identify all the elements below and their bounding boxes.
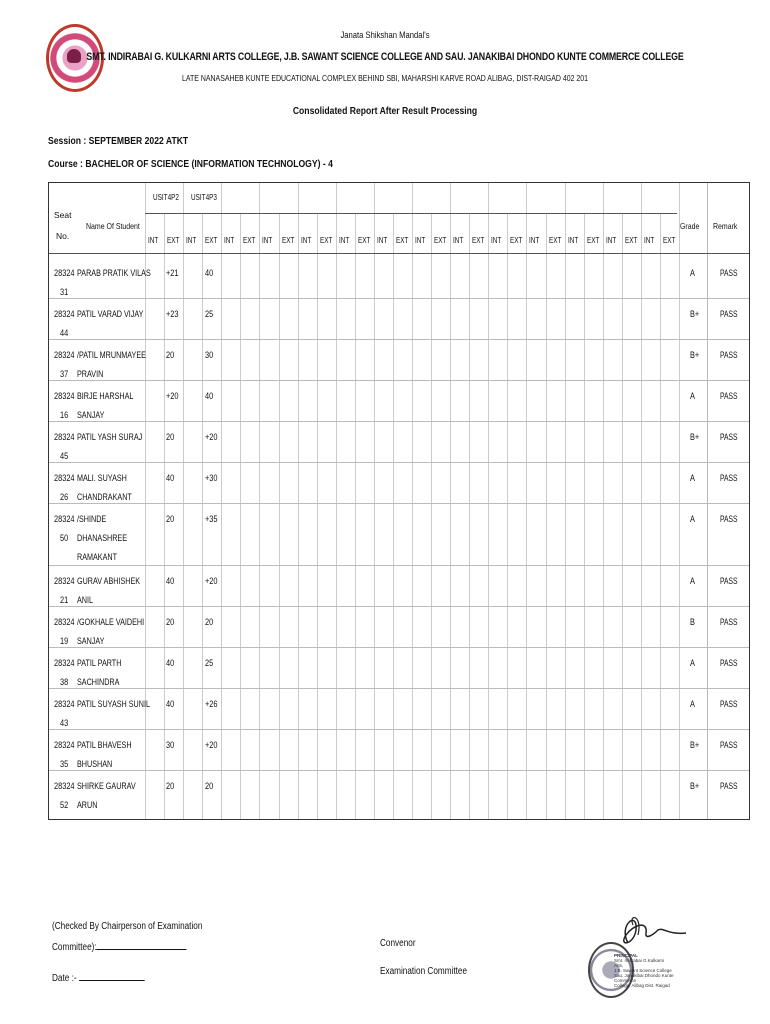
seat-number: 28324: [54, 268, 75, 278]
grade-value: A: [690, 658, 695, 668]
int-ext-header: EXT: [586, 236, 600, 245]
date-row: [52, 971, 144, 984]
col-divider: [183, 183, 184, 819]
student-name: PATIL PARTH: [77, 658, 122, 668]
int-ext-header: INT: [605, 236, 617, 245]
usit4p3-ext-mark: +20: [205, 576, 218, 586]
seat-number: 28324: [54, 432, 75, 442]
student-name: PATIL VARAD VIJAY: [77, 309, 144, 319]
student-name-line2: CHANDRAKANT: [77, 492, 132, 502]
row-divider: [49, 462, 749, 463]
remark-value: PASS: [720, 617, 738, 627]
checked-by-committee: Committee):: [52, 942, 97, 953]
principal-stamp-text: [614, 953, 674, 988]
usit4p3-ext-mark: +20: [205, 432, 218, 442]
seat-number-suffix: 37: [60, 369, 69, 379]
seat-number-suffix: 26: [60, 492, 69, 502]
seat-number-suffix: 19: [60, 636, 69, 646]
principal-line: Smt. Indirabai G.Kulkarni Arts,: [614, 958, 665, 968]
usit4p3-ext-mark: +20: [205, 740, 218, 750]
grade-value: A: [690, 391, 695, 401]
int-ext-header: INT: [643, 236, 655, 245]
row-divider: [49, 606, 749, 607]
student-name: /PATIL MRUNMAYEE: [77, 350, 146, 360]
row-divider: [49, 339, 749, 340]
college-name: SMT. INDIRABAI G. KULKARNI ARTS COLLEGE, J.B. SAWANT SCIENCE COLLEGE AND SAU. JANAKIBAI DHONDO KUNTE COMMERCE COLLEGE: [86, 51, 684, 63]
seat-number-suffix: 38: [60, 677, 69, 687]
student-name-line2: ANIL: [77, 595, 94, 605]
remark-value: PASS: [720, 432, 738, 442]
col-divider: [488, 183, 489, 819]
col-divider: [336, 183, 337, 819]
student-name: GURAV ABHISHEK: [77, 576, 141, 586]
col-divider: [641, 183, 642, 819]
grade-value: B+: [690, 350, 700, 360]
remark-value: PASS: [720, 268, 738, 278]
usit4p3-ext-mark: +35: [205, 514, 218, 524]
row-divider: [49, 565, 749, 566]
usit4p2-ext-mark: 40: [166, 576, 175, 586]
grade-value: B+: [690, 309, 700, 319]
int-ext-header: EXT: [281, 236, 294, 245]
course-label: Course : BACHELOR OF SCIENCE (INFORMATION TECHNOLOGY) - 4: [48, 158, 333, 170]
col-divider: [526, 183, 527, 819]
grade-value: A: [690, 699, 695, 709]
checked-by-label-line1: (Checked By Chairperson of Examination: [52, 921, 203, 932]
int-ext-header: INT: [491, 236, 502, 245]
int-ext-header: INT: [529, 236, 540, 245]
col-divider: [707, 183, 708, 819]
int-ext-header: EXT: [434, 236, 447, 245]
seat-number: 28324: [54, 350, 75, 360]
seat-number-suffix: 21: [60, 595, 69, 605]
usit4p2-ext-mark: +20: [166, 391, 179, 401]
checked-by-label-line2: [52, 940, 187, 953]
student-name: /SHINDE: [77, 514, 107, 524]
col-divider: [145, 183, 146, 819]
int-ext-header: EXT: [624, 236, 638, 245]
student-name: PATIL SUYASH SUNIL: [77, 699, 150, 709]
int-ext-header: EXT: [205, 236, 218, 245]
col-divider: [259, 183, 260, 819]
col-divider: [221, 183, 222, 819]
col-divider: [412, 183, 413, 819]
int-ext-header: INT: [300, 236, 311, 245]
seat-number: 28324: [54, 658, 75, 668]
remark-value: PASS: [720, 699, 738, 709]
usit4p2-ext-mark: 40: [166, 699, 175, 709]
date-label: Date :-: [52, 973, 77, 984]
principal-line: J.B. Sawant Science College: [614, 968, 672, 973]
college-address: LATE NANASAHEB KUNTE EDUCATIONAL COMPLEX BEHIND SBI, MAHARSHI KARVE ROAD ALIBAG, DIST-RAIGAD 402 201: [181, 73, 589, 83]
usit4p3-ext-mark: 40: [205, 268, 214, 278]
seat-header: Seat: [54, 210, 72, 220]
seat-number: 28324: [54, 473, 75, 483]
seat-number-suffix: 31: [60, 287, 69, 297]
usit4p3-ext-mark: 40: [205, 391, 214, 401]
grade-value: B+: [690, 781, 700, 791]
row-divider: [49, 421, 749, 422]
usit4p3-ext-mark: 20: [205, 617, 214, 627]
student-name: BIRJE HARSHAL: [77, 391, 134, 401]
remark-header: Remark: [713, 221, 738, 231]
row-divider: [49, 647, 749, 648]
grade-value: A: [690, 473, 695, 483]
col-divider: [450, 183, 451, 819]
int-ext-header: INT: [186, 236, 197, 245]
student-name-line2: DHANASHREE: [77, 533, 128, 543]
usit4p3-ext-mark: 20: [205, 781, 214, 791]
usit4p2-ext-mark: 40: [166, 658, 175, 668]
student-name: PATIL YASH SURAJ: [77, 432, 143, 442]
student-name: PARAB PRATIK VILAS: [77, 268, 151, 278]
col-divider: [565, 183, 566, 819]
seat-number-suffix: 16: [60, 410, 69, 420]
seat-number: 28324: [54, 617, 75, 627]
result-table: [48, 182, 750, 820]
row-divider: [49, 729, 749, 730]
int-ext-header: INT: [376, 236, 388, 245]
remark-value: PASS: [720, 781, 738, 791]
signature-line: [97, 940, 187, 950]
int-ext-header: EXT: [395, 236, 409, 245]
student-name-line2: SANJAY: [77, 636, 105, 646]
grade-value: B: [690, 617, 695, 627]
name-header: Name Of Student: [86, 221, 140, 231]
remark-value: PASS: [720, 391, 738, 401]
int-ext-header: EXT: [167, 236, 180, 245]
seat-number-suffix: 50: [60, 533, 69, 543]
usit4p2-ext-mark: +23: [166, 309, 179, 319]
remark-value: PASS: [720, 309, 738, 319]
seat-number: 28324: [54, 391, 75, 401]
col-divider: [603, 183, 604, 819]
subject-header: USIT4P3: [191, 193, 218, 202]
usit4p3-ext-mark: +26: [205, 699, 218, 709]
seat-number: 28324: [54, 514, 75, 524]
remark-value: PASS: [720, 514, 738, 524]
seat-number: 28324: [54, 781, 75, 791]
report-title: Consolidated Report After Result Processing: [292, 105, 478, 117]
usit4p2-ext-mark: 20: [166, 350, 175, 360]
seat-number: 28324: [54, 740, 75, 750]
int-ext-header: EXT: [662, 236, 676, 245]
student-name-line2: PRAVIN: [77, 369, 104, 379]
int-ext-header: EXT: [510, 236, 523, 245]
int-ext-header: INT: [453, 236, 464, 245]
seat-number-suffix: 44: [60, 328, 69, 338]
student-name: MALI. SUYASH: [77, 473, 127, 483]
usit4p2-ext-mark: 20: [166, 514, 175, 524]
student-name: SHIRKE GAURAV: [77, 781, 136, 791]
student-name: PATIL BHAVESH: [77, 740, 132, 750]
seat-number-suffix: 45: [60, 451, 69, 461]
usit4p3-ext-mark: 25: [205, 658, 214, 668]
remark-value: PASS: [720, 576, 738, 586]
student-name: /GOKHALE VAIDEHI: [77, 617, 145, 627]
int-ext-header: EXT: [357, 236, 371, 245]
row-divider: [49, 503, 749, 504]
col-divider: [374, 183, 375, 819]
remark-value: PASS: [720, 740, 738, 750]
seat-number: 28324: [54, 699, 75, 709]
seat-header: No.: [56, 231, 70, 241]
usit4p3-ext-mark: 30: [205, 350, 214, 360]
int-ext-header: EXT: [472, 236, 485, 245]
principal-line: Sau. Janakibai Dhondo Kunte Commerce: [614, 973, 674, 983]
row-divider: [49, 380, 749, 381]
usit4p2-ext-mark: +21: [166, 268, 179, 278]
student-name-line2: BHUSHAN: [77, 759, 113, 769]
usit4p2-ext-mark: 20: [166, 432, 175, 442]
student-name-line2: SANJAY: [77, 410, 105, 420]
int-ext-header: INT: [415, 236, 426, 245]
student-name-line3: RAMAKANT: [77, 552, 118, 562]
usit4p2-ext-mark: 40: [166, 473, 175, 483]
convenor-label: Convenor: [380, 938, 416, 949]
grade-value: B+: [690, 432, 700, 442]
principal-line: PRINCIPAL: [614, 953, 638, 958]
student-name-line2: ARUN: [77, 800, 98, 810]
grade-value: A: [690, 514, 695, 524]
session-label: Session : SEPTEMBER 2022 ATKT: [48, 135, 189, 147]
grade-value: A: [690, 268, 695, 278]
remark-value: PASS: [720, 473, 738, 483]
seat-number: 28324: [54, 576, 75, 586]
seat-number-suffix: 52: [60, 800, 69, 810]
col-divider: [679, 183, 680, 819]
grade-value: B+: [690, 740, 700, 750]
int-ext-header: INT: [148, 236, 159, 245]
int-ext-header: INT: [262, 236, 273, 245]
remark-value: PASS: [720, 658, 738, 668]
int-ext-header: EXT: [319, 236, 333, 245]
row-divider: [49, 298, 749, 299]
usit4p2-ext-mark: 30: [166, 740, 175, 750]
student-name-line2: SACHINDRA: [77, 677, 120, 687]
col-divider: [298, 183, 299, 819]
seat-number-suffix: 35: [60, 759, 69, 769]
remark-value: PASS: [720, 350, 738, 360]
grade-header: Grade: [680, 221, 700, 231]
row-divider: [49, 770, 749, 771]
int-ext-header: INT: [567, 236, 578, 245]
usit4p3-ext-mark: +30: [205, 473, 218, 483]
exam-committee-label: Examination Committee: [380, 966, 468, 977]
principal-line: College, Alibag Dist. Raigad: [614, 983, 670, 988]
date-line: [79, 971, 145, 981]
header-divider: [145, 213, 677, 214]
header-bottom: [49, 253, 749, 254]
int-ext-header: INT: [338, 236, 350, 245]
trust-name: Janata Shikshan Mandal's: [340, 30, 430, 40]
usit4p2-ext-mark: 20: [166, 781, 175, 791]
seat-number-suffix: 43: [60, 718, 69, 728]
seat-number: 28324: [54, 309, 75, 319]
int-ext-header: EXT: [243, 236, 256, 245]
grade-value: A: [690, 576, 695, 586]
int-ext-header: EXT: [548, 236, 561, 245]
usit4p3-ext-mark: 25: [205, 309, 214, 319]
row-divider: [49, 688, 749, 689]
int-ext-header: INT: [224, 236, 235, 245]
usit4p2-ext-mark: 20: [166, 617, 175, 627]
subject-header: USIT4P2: [153, 193, 179, 202]
